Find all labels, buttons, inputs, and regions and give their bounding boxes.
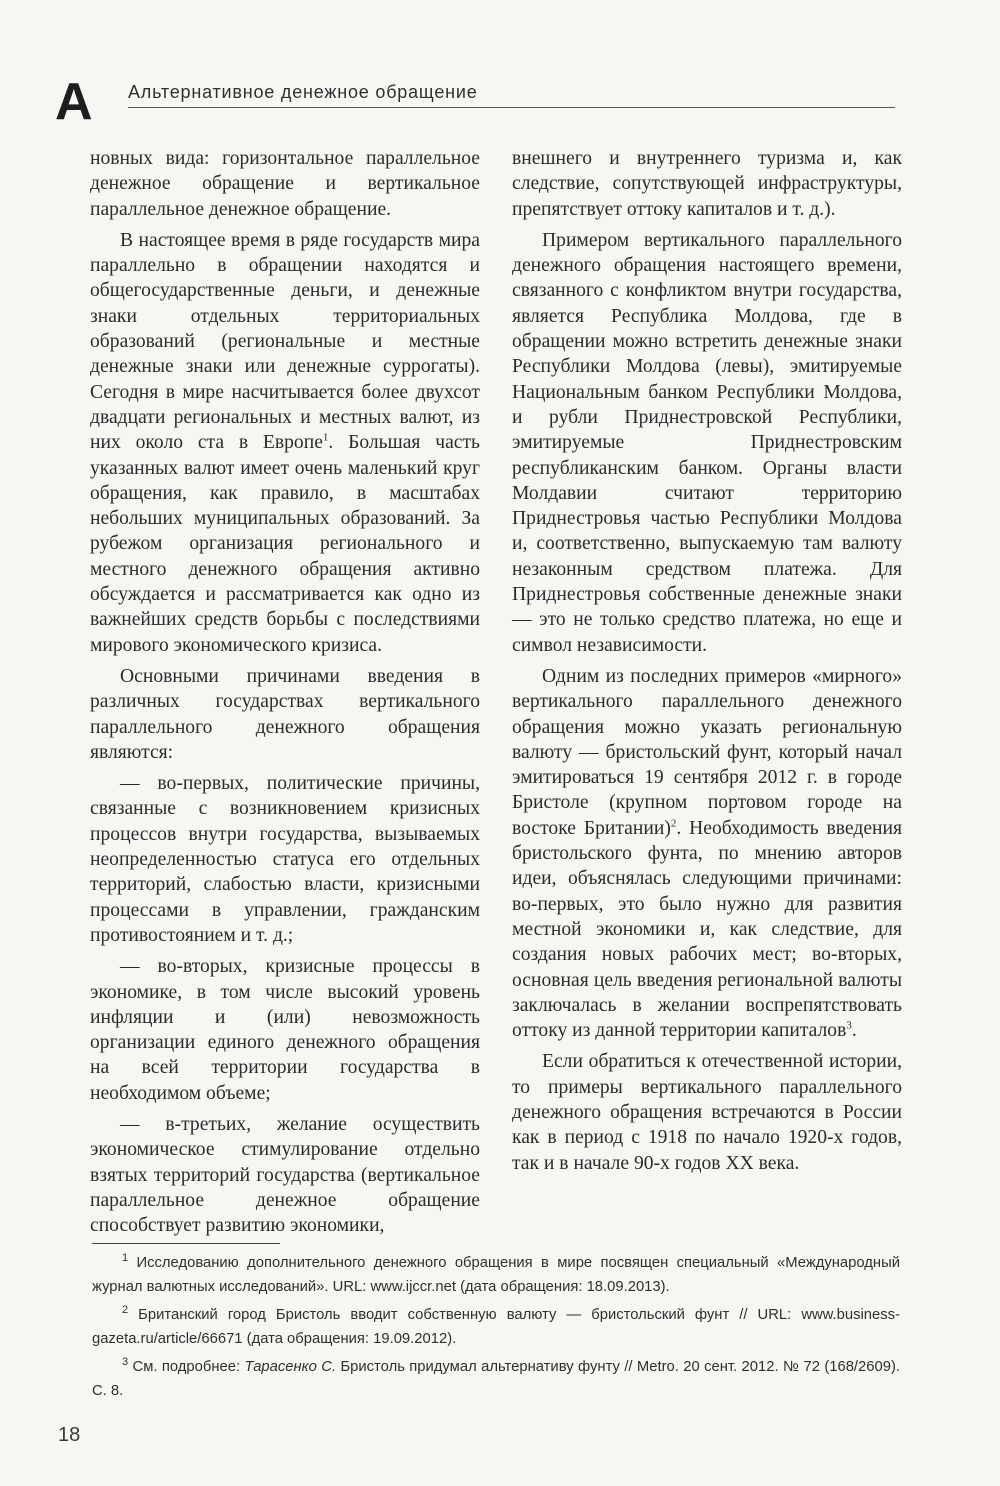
paragraph (90, 228, 480, 658)
footnote-number: 1 (122, 1252, 129, 1265)
list-item: — во-первых, политические причины, связанные с возникновением кризисных процессов внутри государства, вызываемых неопределенностью статуса его отдельных территорий, слабостью власти, кризисными процессами в управлении, гражданским противостоянием и т. д.; (90, 773, 480, 946)
list-item: — во-вторых, кризисные процессы в экономике, в том числе высокий уровень инфляции и (или) невозможность организации единого денежного обращения на всей территории государства в необходимом объеме; (90, 956, 480, 1104)
footnote-number: 2 (122, 1304, 129, 1317)
right-column (512, 146, 902, 1176)
paragraph: новных вида: горизонтальное параллельное денежное обращение и вертикальное параллельное денежное обращение. (90, 148, 480, 220)
footnote (92, 1303, 900, 1351)
footnote (92, 1251, 900, 1299)
running-header (55, 72, 895, 132)
page-number: 18 (58, 1424, 81, 1446)
footnote-text: Исследованию дополнительного денежного обращения в мире посвящен специальный «Международный журнал валютных исследований». URL: www.ijccr.net (дата обращения: 18.09.2013). (92, 1255, 900, 1295)
paragraph-text: Одним из последних примеров «мирного» вертикального параллельного денежного обращения можно указать региональную валюту — бристольский фунт, который начал эмитироваться 19 сентября 2012 г. в городе Бристоле (крупном портовом городе на востоке Британии) (512, 665, 902, 839)
list-item: — в-третьих, желание осуществить экономическое стимулирование отдельно взятых территорий государства (вертикальное параллельное денежное обращение способствует развитию экономики, (90, 1113, 480, 1237)
footnotes (92, 1251, 900, 1407)
paragraph-text: . Необходимость введения бристольского фунта, по мнению авторов идеи, объяснялась следующими причинами: во-первых, это было нужно для развития местной экономики и, как следствие, для создания новых рабочих мест; во-вторых, основная цель введения региональной валюты заключалась в желании воспрепятствовать оттоку из данной территории капиталов (512, 817, 902, 1042)
paragraph: внешнего и внутреннего туризма и, как следствие, сопутствующей инфраструктуры, препятствует оттоку капиталов и т. д.). (512, 148, 902, 220)
footnote-divider (92, 1243, 280, 1244)
paragraph: Если обратиться к отечественной истории, то примеры вертикального параллельного денежного обращения встречаются в России как в период с 1918 по начало 1920-х годов, так и в начале 90-х годов XX века. (512, 1051, 902, 1174)
paragraph (512, 664, 902, 1043)
footnote-text: См. подробнее: (128, 1359, 245, 1375)
footnote (92, 1355, 900, 1403)
left-column (90, 146, 480, 1238)
paragraph-text: . (851, 1020, 857, 1042)
section-letter: А (55, 73, 93, 131)
paragraph: Основными причинами введения в различных государствах вертикального параллельного денежного обращения являются: (90, 665, 480, 763)
running-title: Альтернативное денежное обращение (128, 82, 478, 102)
footnote-ref[interactable]: 1 (322, 431, 329, 444)
footnote-ref[interactable]: 3 (846, 1019, 852, 1032)
paragraph-text: В настоящее время в ряде государств мира параллельно в обращении находятся и общегосударственные деньги, и денежные знаки отдельных территориальных образований (региональные и местные денежные знаки или денежные суррогаты). Сегодня в мире насчитывается более двухсот двадцати региональных и местных валют, из них около ста в Европе (90, 229, 480, 454)
footnote-text: Британский город Бристоль вводит собственную валюту — бристольский фунт // URL: www.business-gazeta.ru/article/66671 (дата обращения: 19.09.2012). (92, 1307, 900, 1347)
header-divider (128, 107, 895, 108)
paragraph: Примером вертикального параллельного денежного обращения настоящего времени, связанного с конфликтом внутри государства, является Республика Молдова, где в обращении можно встретить денежные знаки Республики Молдова (левы), эмитируемые Национальным банком Республики Молдова, и рубли Приднестровской Республики, эмитируемые Приднестровским республиканским банком. Органы власти Молдавии считают территорию Приднестровья частью Республики Молдова и, соответственно, выпускаемую там валюту незаконным средством платежа. Для Приднестровья собственные денежные знаки — это не только средство платежа, но еще и символ независимости. (512, 229, 902, 656)
footnote-author: Тарасенко С. (244, 1359, 337, 1375)
footnote-text: Бристоль придумал альтернативу фунту // Metro. 20 сент. 2012. № 72 (168/2609). С. 8. (92, 1359, 901, 1399)
footnote-number: 3 (122, 1356, 129, 1369)
paragraph-text: . Большая часть указанных валют имеет очень маленький круг обращения, как правило, в масштабах небольших муниципальных образований. За рубежом организация регионального и местного денежного обращения активно обсуждается и рассматривается как одно из важнейших средств борьбы с последствиями мирового экономического кризиса. (90, 432, 480, 656)
footnote-ref[interactable]: 2 (670, 817, 677, 830)
